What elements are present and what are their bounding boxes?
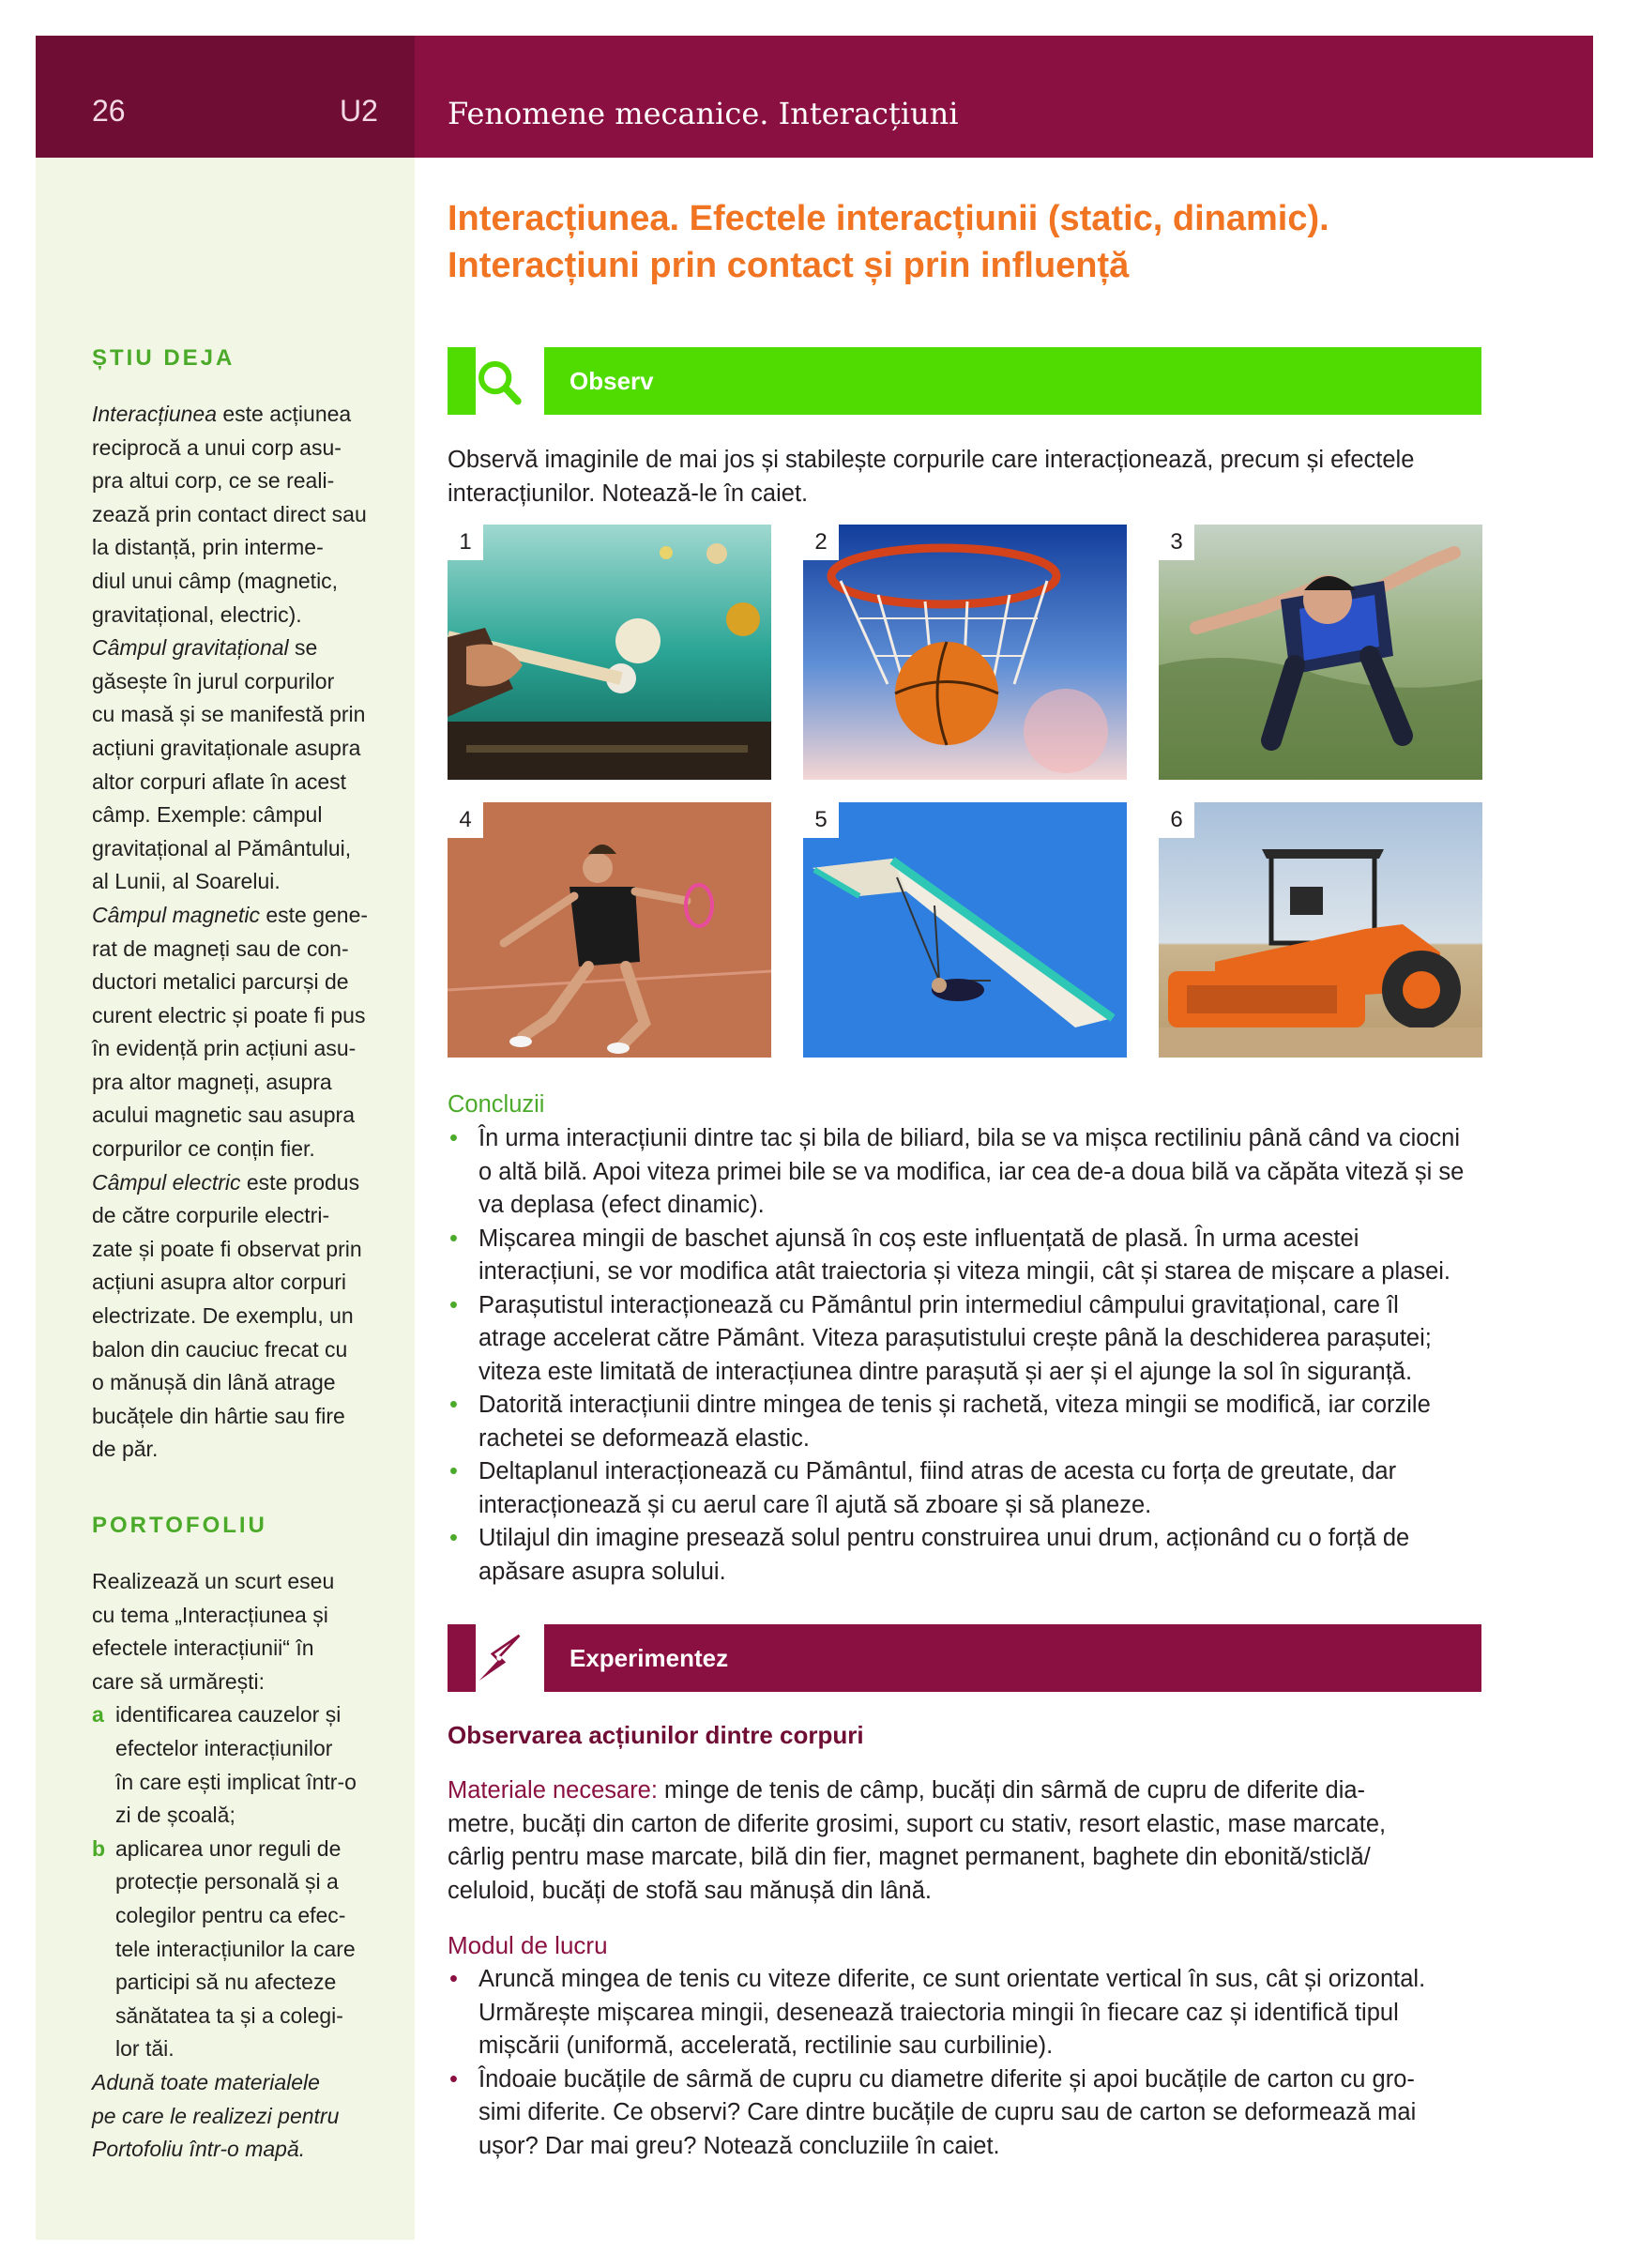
sidebar-line	[92, 632, 388, 665]
title-line: Interacțiunea. Efectele interacțiunii (static, dinamic).	[448, 199, 1329, 238]
sidebar-line	[92, 766, 388, 799]
image-basketball	[803, 525, 1127, 780]
sidebar-line: cu tema „Interacțiunea și	[92, 1602, 328, 1627]
sidebar-line	[92, 2066, 388, 2100]
sidebar-line	[92, 1433, 388, 1467]
image-tennis	[448, 802, 771, 1058]
experimentez-banner	[448, 1624, 1481, 1692]
chapter-title: Fenomene mecanice. Interacțiuni	[448, 96, 959, 131]
bullet-item	[448, 1963, 1482, 2063]
text-line	[448, 1875, 1482, 1909]
bullet-line: interacțiuni, se vor modifica atât traiectoria și viteza mingii, cât și starea de mișcare a plasei.	[478, 1258, 1451, 1285]
observ-tab	[448, 347, 476, 415]
bullet-item	[448, 1289, 1482, 1390]
bullet-line: • Aruncă mingea de tenis cu viteze diferite, ce sunt orientate vertical în sus, cât și orizontal.	[478, 1966, 1426, 1992]
text-segment: în evidență prin acțiuni asu-	[92, 1036, 357, 1061]
sidebar-line	[92, 1333, 388, 1367]
sidebar-line	[92, 999, 388, 1033]
text-segment: gravitațional al Pământului,	[92, 835, 352, 860]
bullet-item	[448, 1122, 1482, 1223]
sidebar-line	[92, 799, 388, 832]
bullet-line: • Îndoaie bucățile de sârmă de cupru cu diametre diferite și apoi bucățile de carton cu gro-	[478, 2065, 1415, 2093]
sidebar-line	[92, 1366, 388, 1400]
bullet-item	[448, 1522, 1482, 1589]
item-line: aplicarea unor reguli de	[115, 1835, 342, 1861]
sidebar-line	[92, 432, 388, 465]
portofoliu-text	[92, 1565, 388, 2167]
item-line: identificarea cauzelor și	[115, 1702, 342, 1728]
bullet-line: simi diferite. Ce observi? Care dintre bucățile de cupru sau de carton se deformează mai	[478, 2099, 1417, 2125]
item-line: colegilor pentru ca efec-	[115, 1902, 346, 1927]
term: Interacțiunea	[92, 402, 217, 426]
text-line: interacțiunilor. Notează-le în caiet.	[448, 479, 809, 507]
unit-code: U2	[340, 94, 378, 128]
bullet-line: atrage accelerat către Pământ. Viteza parașutistului crește până la deschiderea parașutei;	[478, 1325, 1432, 1351]
image-number: 5	[803, 802, 839, 838]
bullet-line: apăsare asupra solului.	[478, 1558, 726, 1585]
list-item	[92, 1833, 388, 2066]
concluzii-list	[448, 1122, 1482, 1589]
sidebar-line	[92, 732, 388, 766]
bullet-line: mișcării (uniformă, accelerată, rectilinie sau curbilinie).	[478, 2032, 1054, 2059]
text-segment: gravitațional, electric).	[92, 601, 302, 627]
term: Câmpul gravitațional	[92, 635, 289, 661]
item-line: zi de școală;	[115, 1803, 235, 1828]
bullet-line: • Datorită interacțiunii dintre mingea de tenis și rachetă, viteza mingii se modifică, iar corzile	[478, 1392, 1431, 1418]
text-segment: este acțiunea	[216, 402, 352, 426]
item-line: protecție personală și a	[115, 1869, 339, 1895]
materiale-label: Materiale necesare:	[448, 1777, 658, 1804]
sidebar-line: care să urmărești:	[92, 1668, 266, 1694]
sidebar-line	[92, 2133, 388, 2167]
sidebar-line	[92, 832, 388, 866]
materiale-text: cârlig pentru mase marcate, bilă din fier, magnet permanent, baghete din ebonită/sticlă/	[448, 1844, 1371, 1870]
text-segment: este gene-	[259, 902, 369, 927]
modul-de-lucru-list	[448, 1963, 1482, 2163]
sidebar-line	[92, 1032, 388, 1066]
sidebar-line	[92, 698, 388, 732]
sidebar-line	[92, 599, 388, 632]
sidebar-line	[92, 498, 388, 532]
term: Câmpul electric	[92, 1169, 241, 1195]
list-marker: b	[92, 1835, 106, 1861]
bullet-item	[448, 1223, 1482, 1289]
sidebar-line	[92, 966, 388, 999]
sidebar-line	[92, 1199, 388, 1233]
text-line	[448, 1841, 1482, 1875]
text-segment: găsește în jurul corpurilor	[92, 668, 335, 693]
text-segment: acțiuni asupra altor corpuri	[92, 1270, 347, 1295]
text-segment: pra altui corp, ce se reali-	[92, 468, 335, 494]
closing-note: Adună toate materialele	[92, 2069, 320, 2094]
sidebar-line	[92, 1400, 388, 1434]
magnifier-icon	[476, 347, 523, 415]
bullet-line: interacționează și cu aerul care îl ajută să zboare și să planeze.	[478, 1491, 1152, 1518]
item-line: participi să nu afecteze	[115, 1970, 337, 1995]
sidebar-line	[92, 1166, 388, 1200]
sidebar-line	[92, 565, 388, 599]
text-segment: corpurilor ce conțin fier.	[92, 1136, 315, 1162]
sidebar-line	[92, 1233, 388, 1267]
bullet-line: va deplasa (efect dinamic).	[478, 1192, 765, 1218]
bullet-item	[448, 2063, 1482, 2164]
experimentez-label: Experimentez	[570, 1644, 729, 1672]
stiu-deja-heading: ȘTIU DEJA	[92, 345, 235, 371]
sidebar-line	[92, 531, 388, 565]
observ-bar	[544, 347, 1481, 415]
observ-instructions	[448, 444, 1482, 510]
bullet-line: • În urma interacțiunii dintre tac și bila de biliard, bila se va mișca rectiliniu până când va ciocni	[478, 1125, 1461, 1151]
text-segment: zate și poate fi observat prin	[92, 1236, 362, 1261]
bullet-line: Urmărește mișcarea mingii, desenează traiectoria mingii în fiecare caz și identifică tipul	[478, 1999, 1399, 2026]
text-line: Observă imaginile de mai jos și stabilește corpurile care interacționează, precum și efectele	[448, 447, 1415, 473]
sidebar-line	[92, 899, 388, 933]
bullet-line: • Utilajul din imagine presează solul pentru construirea unui drum, acționând cu o forță de	[478, 1525, 1410, 1551]
item-line: efectelor interacțiunilor	[115, 1735, 333, 1760]
text-segment: o mănușă din lână atrage	[92, 1370, 336, 1395]
text-segment: al Lunii, al Soarelui.	[92, 869, 281, 894]
page-number: 26	[92, 94, 126, 128]
bullet-line: viteza este limitată de interacțiunea dintre parașută și aer și el ajunge la sol în siguranță.	[478, 1358, 1413, 1385]
bullet-item	[448, 1389, 1482, 1455]
text-segment: rat de magneți sau de con-	[92, 936, 349, 961]
sidebar-line	[92, 1066, 388, 1100]
text-segment: electrizate. De exemplu, un	[92, 1303, 354, 1329]
text-segment: pra altor magneți, asupra	[92, 1069, 332, 1094]
text-segment: diul unui câmp (magnetic,	[92, 568, 339, 593]
bullet-line: • Deltaplanul interacționează cu Pământul, fiind atras de acesta cu forța de greutate, dar	[478, 1458, 1397, 1484]
portofoliu-heading: PORTOFOLIU	[92, 1513, 267, 1538]
sidebar-line	[92, 1133, 388, 1166]
sidebar-line	[92, 665, 388, 699]
sidebar-line	[92, 865, 388, 899]
sidebar-line	[92, 1300, 388, 1333]
bullet-line: rachetei se deformează elastic.	[478, 1424, 810, 1452]
text-line	[448, 1774, 1482, 1808]
text-segment: altor corpuri aflate în acest	[92, 769, 347, 794]
sidebar-line	[92, 933, 388, 967]
image-number: 2	[803, 525, 839, 560]
text-segment: ductori metalici parcurși de	[92, 969, 349, 995]
text-segment: cu masă și se manifestă prin	[92, 702, 366, 727]
text-segment: de păr.	[92, 1437, 159, 1462]
image-number: 4	[448, 802, 483, 838]
image-road-roller	[1159, 802, 1482, 1058]
stiu-deja-text	[92, 398, 388, 1467]
lesson-title	[448, 195, 1526, 289]
text-segment: zează prin contact direct sau	[92, 501, 367, 526]
text-segment: este produs	[240, 1169, 360, 1195]
text-segment: câmp. Exemple: câmpul	[92, 802, 323, 828]
experimentez-tab	[448, 1624, 476, 1692]
text-segment: acțiuni gravitaționale asupra	[92, 735, 361, 760]
sidebar-line	[92, 464, 388, 498]
closing-note: Portofoliu într-o mapă.	[92, 2137, 306, 2162]
materiale-text: minge de tenis de câmp, bucăți din sârmă de cupru de diferite dia-	[657, 1777, 1366, 1804]
text-segment: balon din cauciuc frecat cu	[92, 1336, 348, 1362]
text-segment: curent electric și poate fi pus	[92, 1002, 366, 1027]
image-skydiver	[1159, 525, 1482, 780]
observ-label: Observ	[570, 367, 654, 395]
image-number: 1	[448, 525, 483, 560]
list-item	[92, 1698, 388, 1832]
item-line: tele interacțiunilor la care	[115, 1936, 356, 1961]
experiment-subtitle: Observarea acțiunilor dintre corpuri	[448, 1721, 864, 1749]
sidebar-line	[92, 1266, 388, 1300]
bullet-line: o altă bilă. Apoi viteza primei bile se va modifica, iar cea de-a doua bilă va căpăta viteză și se	[478, 1158, 1465, 1185]
materiale-necesare	[448, 1774, 1482, 1908]
title-line: Interacțiuni prin contact și prin influență	[448, 246, 1130, 285]
bullet-item	[448, 1455, 1482, 1522]
closing-note: pe care le realizezi pentru	[92, 2103, 340, 2128]
sidebar-line: efectele interacțiunii“ în	[92, 1636, 314, 1661]
text-segment: se	[288, 635, 318, 661]
image-number: 3	[1159, 525, 1194, 560]
item-line: lor tăi.	[115, 2036, 175, 2062]
modul-de-lucru-heading: Modul de lucru	[448, 1931, 608, 1959]
observ-banner	[448, 347, 1481, 415]
compass-icon	[476, 1624, 523, 1692]
sidebar-line: Realizează un scurt eseu	[92, 1569, 335, 1593]
materiale-text: celuloid, bucăți de stofă sau mănușă din lână.	[448, 1877, 933, 1904]
list-marker: a	[92, 1702, 104, 1728]
image-billiards	[448, 525, 771, 780]
image-number: 6	[1159, 802, 1194, 838]
portofoliu-list	[92, 1698, 388, 2066]
text-segment: bucățele din hârtie sau fire	[92, 1403, 345, 1428]
text-line	[448, 1808, 1482, 1842]
item-line: sănătatea ta și a colegi-	[115, 2002, 343, 2028]
text-segment: la distanță, prin interme-	[92, 535, 324, 560]
term: Câmpul magnetic	[92, 902, 260, 927]
sidebar-line	[92, 1099, 388, 1133]
bullet-line: ușor? Dar mai greu? Notează concluziile în caiet.	[478, 2132, 1000, 2159]
item-line: în care ești implicat într-o	[115, 1769, 357, 1794]
sidebar-line	[92, 398, 388, 432]
image-hang-glider	[803, 802, 1127, 1058]
bullet-line: • Parașutistul interacționează cu Pământul prin intermediul câmpului gravitațional, care îl	[478, 1291, 1399, 1318]
text-segment: de către corpurile electri-	[92, 1203, 330, 1228]
text-segment: reciprocă a unui corp asu-	[92, 434, 342, 460]
materiale-text: metre, bucăți din carton de diferite grosimi, suport cu stativ, resort elastic, mase marcate,	[448, 1810, 1387, 1837]
concluzii-heading: Concluzii	[448, 1091, 545, 1118]
text-segment: acului magnetic sau asupra	[92, 1103, 355, 1128]
sidebar-line	[92, 2100, 388, 2134]
bullet-line: • Mișcarea mingii de baschet ajunsă în coș este influențată de plasă. În urma acestei	[478, 1225, 1359, 1252]
